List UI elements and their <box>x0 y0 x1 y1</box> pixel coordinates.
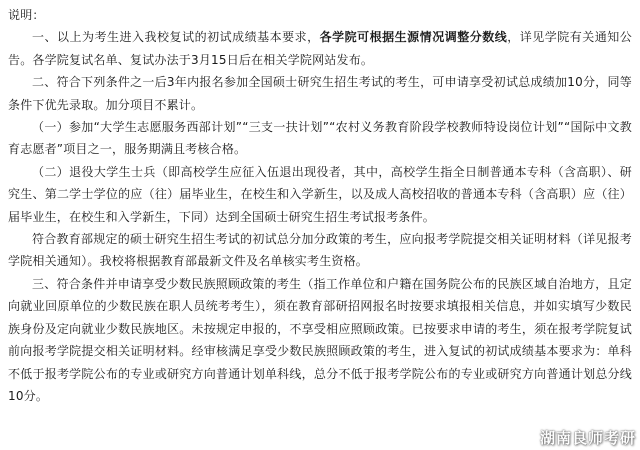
watermark: 湖南良师考研 <box>539 429 636 447</box>
paragraph-6: 三、符合条件并申请享受少数民族照顾政策的考生（指工作单位和户籍在国务院公布的民族区域自治地方，且定向就业回原单位的少数民族在职人员统考考生），须在教育部研招网报名时按要求填报相关信息，并如实填写少数民族身份及定向就业少数民族地区。未按规定申报的，不享受相应照顾政策。已按要求申请的考生，须在报考学院复试前向报考学院提交相关证明材料。经审核满足享受少数民族照顾政策的考生，进入复试的初试成绩基本要求为：单科不低于报考学院公布的专业或研究方向普通计划单科线，总分不低于报考学院公布的专业或研究方向普通计划总分线10分。 <box>8 276 632 403</box>
paragraph-2: 二、符合下列条件之一后3年内报名参加全国硕士研究生招生考试的考生，可申请享受初试总成绩加10分，同等条件下优先录取。加分项目不累计。 <box>8 75 632 112</box>
paragraph-1-text-after: ，详见学院有关通知公告。各学院复试名单、复试办法于3月15日后在相关学院网站发布。 <box>8 30 632 67</box>
document-heading: 说明： <box>8 8 45 22</box>
document-body <box>8 4 632 407</box>
paragraph-1 <box>8 26 632 71</box>
paragraph-3: （一）参加“大学生志愿服务西部计划”“三支一扶计划”“农村义务教育阶段学校教师特设岗位计划”“国际中文教育志愿者”项目之一，服务期满且考核合格。 <box>8 120 632 157</box>
paragraph-5: 符合教育部规定的硕士研究生招生考试的初试总分加分政策的考生，应向报考学院提交相关证明材料（详见报考学院相关通知）。我校将根据教育部最新文件及名单核实考生资格。 <box>8 232 632 269</box>
paragraph-1-text-before: 一、以上为考生进入我校复试的初试成绩基本要求， <box>32 30 320 45</box>
paragraph-4: （二）退役大学生士兵（即高校学生应征入伍退出现役者，其中，高校学生指全日制普通本专科（含高职）、研究生、第二学士学位的应（往）届毕业生，在校生和入学新生，以及成人高校招收的普通本专科（含高职）应（往）届毕业生，在校生和入学新生，下同）达到全国硕士研究生招生考试报考条件。 <box>8 164 632 224</box>
paragraph-1-bold-text: 各学院可根据生源情况调整分数线 <box>319 30 508 45</box>
